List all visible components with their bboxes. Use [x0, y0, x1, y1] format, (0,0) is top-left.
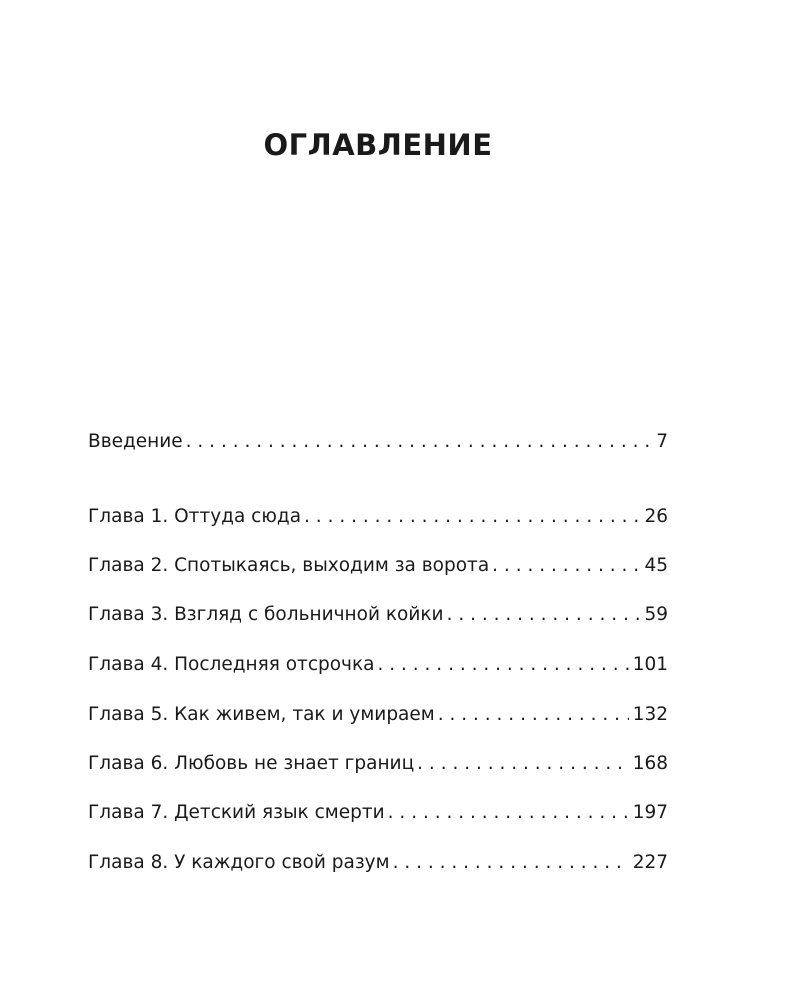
toc-entry-page: 101 — [632, 654, 668, 675]
toc-entry-page: 168 — [632, 753, 668, 774]
toc-entry-page: 132 — [632, 704, 668, 725]
toc-entry-label: Глава 7. Детский язык смерти — [88, 802, 385, 823]
toc-entry-label: Глава 2. Спотыкаясь, выходим за ворота — [88, 555, 490, 576]
toc-leader-dots — [186, 430, 653, 454]
toc-entry-page: 7 — [656, 431, 668, 452]
toc-entry-label: Глава 8. У каждого свой разум — [88, 852, 390, 873]
toc-entry-label: Глава 3. Взгляд с больничной койки — [88, 604, 444, 625]
toc-leader-dots — [447, 603, 641, 627]
toc-entry-chapter-2 — [88, 554, 668, 578]
toc-entry-chapter-1 — [88, 505, 668, 529]
toc-entry-page: 227 — [632, 852, 668, 873]
toc-entry-page: 197 — [632, 802, 668, 823]
toc-entry-page: 45 — [644, 555, 668, 576]
toc-entry-page: 59 — [644, 604, 668, 625]
toc-leader-dots — [393, 851, 629, 875]
toc-entry-chapter-4 — [88, 653, 668, 677]
toc-leader-dots — [304, 505, 640, 529]
toc-leader-dots — [378, 653, 629, 677]
toc-entry-label: Глава 4. Последняя отсрочка — [88, 654, 375, 675]
toc-entry-intro — [88, 430, 668, 454]
toc-entry-label: Глава 6. Любовь не знает границ — [88, 753, 415, 774]
toc-entry-chapter-8 — [88, 851, 668, 875]
toc-entry-chapter-5 — [88, 703, 668, 727]
toc-entry-label: Введение — [88, 431, 183, 452]
toc-entry-chapter-6 — [88, 752, 668, 776]
toc-entry-label: Глава 1. Оттуда сюда — [88, 506, 302, 527]
toc-entry-chapter-7 — [88, 801, 668, 825]
toc-leader-dots — [438, 703, 629, 727]
toc-leader-dots — [417, 752, 629, 776]
toc-leader-dots — [388, 801, 629, 825]
page-title: ОГЛАВЛЕНИЕ — [263, 128, 493, 162]
toc-entry-chapter-3 — [88, 603, 668, 627]
toc-entry-label: Глава 5. Как живем, так и умираем — [88, 704, 435, 725]
toc-leader-dots — [492, 554, 640, 578]
toc-entry-page: 26 — [644, 506, 668, 527]
